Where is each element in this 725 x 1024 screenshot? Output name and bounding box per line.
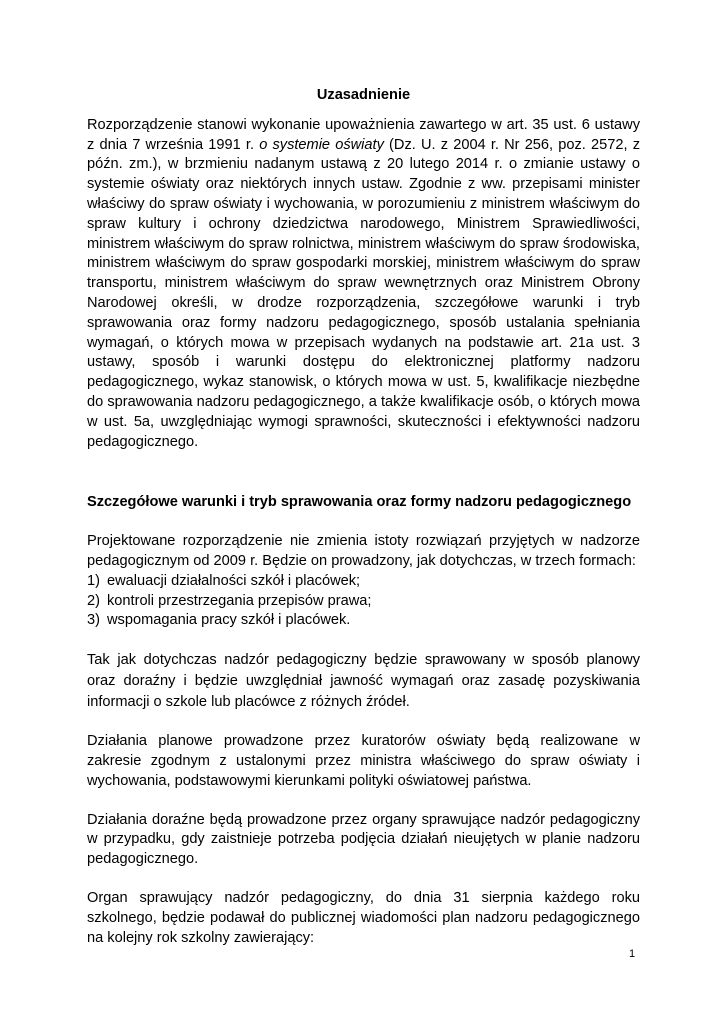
page-number: 1 (629, 948, 636, 960)
section-heading: Szczegółowe warunki i tryb sprawowania oraz formy nadzoru pedagogicznego (87, 494, 632, 511)
planned-paragraph: Tak jak dotychczas nadzór pedagogiczny będzie sprawowany w sposób planowy oraz doraźny i będzie uwzględniał jawność wymagań oraz zasadę pozyskiwania informacji o szkole lub placówce z różnych źródeł. (87, 652, 640, 711)
list-item (87, 592, 640, 612)
document-title: Uzasadnienie (316, 87, 411, 103)
kuratorzy-paragraph: Działania planowe prowadzone przez kuratorów oświaty będą realizowane w zakresie zgodnym z ustalonymi przez ministra właściwego do spraw oświaty i wychowania, podstawowymi kierunkami polityki oświatowej państwa. (87, 733, 640, 789)
intro-text-italic: o systemie oświaty (259, 136, 384, 153)
list-item-text: wspomagania pracy szkół i placówek. (107, 612, 351, 629)
intro-text-part1: Rozporządzenie stanowi wykonanie upoważnienia zawartego w art. 35 ust. 6 ustawy z dnia 7 września 1991 r. (87, 116, 640, 153)
list-item (87, 611, 640, 631)
document-page (87, 86, 640, 948)
list-item-text: kontroli przestrzegania przepisów prawa; (107, 592, 372, 609)
list-item-text: ewaluacji działalności szkół i placówek; (107, 572, 361, 589)
forms-paragraph: Projektowane rozporządzenie nie zmienia istoty rozwiązań przyjętych w nadzorze pedagogicznym od 2009 r. Będzie on prowadzony, jak dotychczas, w trzech formach: (87, 533, 640, 569)
intro-text-part2: (Dz. U. z 2004 r. Nr 256, poz. 2572, z późn. zm.), w brzmieniu nadanym ustawą z 20 lutego 2014 r. o zmianie ustawy o systemie oświaty oraz niektórych innych ustaw. Zgodnie z ww. przepisami minister właściwy do spraw oświaty i wychowania, w porozumieniu z ministrem właściwym do spraw kultury i ochrony dziedzictwa narodowego, Ministrem Sprawiedliwości, ministrem właściwym do spraw rolnictwa, ministrem właściwym do spraw środowiska, ministrem właściwym do spraw gospodarki morskiej, ministrem właściwym do spraw transportu, ministrem właściwym do spraw wewnętrznych oraz Ministrem Obrony Narodowej określi, w drodze rozporządzenia, szczegółowe warunki i tryb sprawowania oraz formy nadzoru pedagogicznego, sposób ustalania spełniania wymagań, o których mowa w przepisach wydanych na podstawie art. 21a ust. 3 ustawy, sposób i warunki dostępu do elektronicznej platformy nadzoru pedagogicznego, wykaz stanowisk, o których mowa w ust. 5, kwalifikacje niezbędne do sprawowania nadzoru pedagogicznego, a także kwalifikacje osób, o których mowa w ust. 5a, uwzględniając wymogi sprawności, skuteczności i efektywności nadzoru pedagogicznego. (87, 136, 641, 450)
list-item-number: 3) (87, 612, 100, 629)
forms-list (87, 572, 640, 631)
organ-paragraph: Organ sprawujący nadzór pedagogiczny, do dnia 31 sierpnia każdego roku szkolnego, będzie podawał do publicznej wiadomości plan nadzoru pedagogicznego na kolejny rok szkolny zawierający: (87, 889, 640, 946)
intro-paragraph (87, 116, 640, 453)
dorazne-paragraph: Działania doraźne będą prowadzone przez organy sprawujące nadzór pedagogiczny w przypadku, gdy zaistnieje potrzeba podjęcia działań nieujętych w planie nadzoru pedagogicznego. (87, 811, 640, 868)
list-item-number: 1) (87, 572, 100, 589)
list-item (87, 572, 640, 592)
list-item-number: 2) (87, 592, 100, 609)
